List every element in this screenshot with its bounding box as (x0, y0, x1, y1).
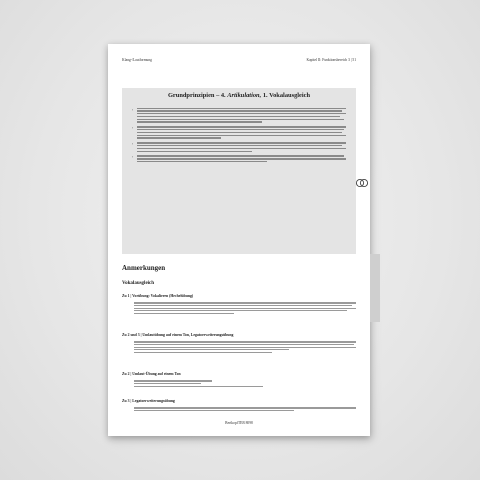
bullet-item (132, 108, 346, 123)
bullet-list (132, 106, 346, 166)
zu-2-text (134, 379, 356, 388)
bullet-item (132, 155, 346, 162)
zu-3-text (134, 406, 356, 413)
box-title: Grundprinzipien – 4. Artikulation, 1. Vokalausgleich (167, 92, 311, 99)
running-header (122, 58, 356, 68)
bullet-item (132, 142, 346, 152)
page-footer: BertkopfTEB 8098 (225, 421, 253, 425)
zu-1-label: Zu 1 | Vorübung: Vokalieren (Hechelübung) (122, 294, 194, 298)
header-left: Klang-/Lautformung (122, 58, 152, 62)
zu-1-text (134, 301, 356, 315)
section-subheading: Vokalausgleich (122, 281, 155, 286)
document-page (108, 44, 370, 436)
circles-icon (356, 178, 368, 188)
section-heading: Anmerkungen (122, 264, 166, 272)
zu-2-label: Zu 2 | Umlaut-Übung auf einem Ton (122, 372, 181, 376)
header-right: Kapitel II: Funktionsbereich 3 | 51 (306, 58, 356, 62)
zu-2-3-label: Zu 2 und 3 | Umlautübung auf einem Ton, Legatoerweiterungsübung (122, 333, 234, 337)
page-edge-tab (370, 254, 380, 322)
zu-3-label: Zu 3 | Legatoerweiterungsübung (122, 399, 175, 403)
bullet-item (132, 126, 346, 138)
zu-2-3-text (134, 340, 356, 354)
principles-box (122, 88, 356, 254)
